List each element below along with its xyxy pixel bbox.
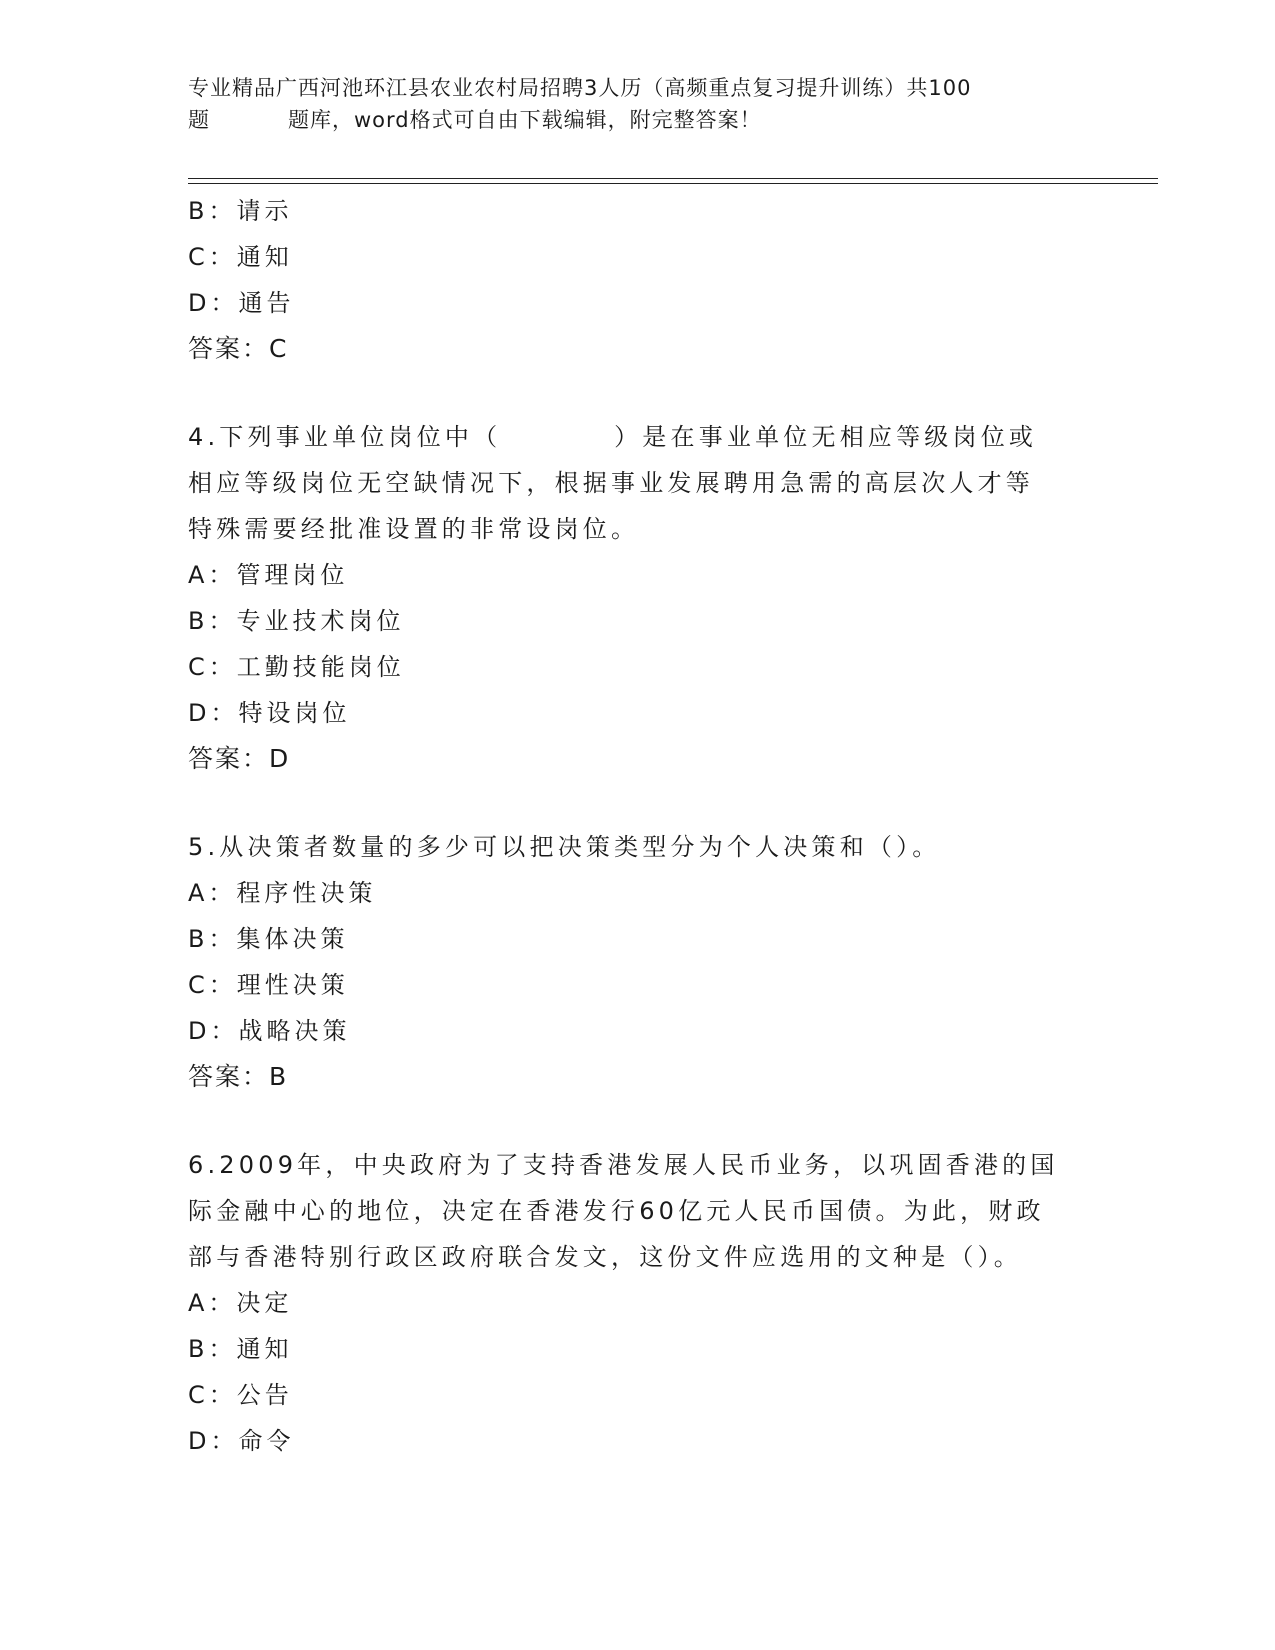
question-text [188,1142,1088,1280]
header-title-line-1: 专业精品广西河池环江县农业农村局招聘3人历（高频重点复习提升训练）共100 [188,76,972,100]
document-header [188,72,1088,136]
question-4 [188,414,1088,782]
question-text-line: 4.下列事业单位岗位中（ ）是在事业单位无相应等级岗位或 [188,423,1038,451]
option-b: B：通知 [188,1335,293,1363]
question-content [188,188,1088,1464]
option-c: C：通知 [188,243,293,271]
option-d: D：通告 [188,289,295,317]
option-b: B：集体决策 [188,925,349,953]
option-d: D：特设岗位 [188,699,351,727]
header-title-line-2-lead: 题 [188,108,210,132]
header-divider-bottom [188,183,1158,184]
answer: 答案：C [188,334,289,363]
option-b: B：专业技术岗位 [188,607,405,635]
option-a: A：决定 [188,1289,293,1317]
option-c: C：公告 [188,1381,293,1409]
question-6 [188,1142,1088,1464]
question-text [188,414,1088,552]
question-text-line: 5.从决策者数量的多少可以把决策类型分为个人决策和（）。 [188,833,941,861]
question-5 [188,824,1088,1100]
header-divider-top [188,178,1158,179]
header-title-line-2 [188,104,1088,136]
question-text-line: 际金融中心的地位，决定在香港发行60亿元人民币国债。为此，财政 [188,1197,1045,1225]
option-a: A：管理岗位 [188,561,349,589]
header-title-line-2-rest: 题库，word格式可自由下载编辑，附完整答案！ [288,108,762,132]
option-c: C：工勤技能岗位 [188,653,405,681]
question-text-line: 部与香港特别行政区政府联合发文，这份文件应选用的文种是（）。 [188,1243,1022,1271]
question-text [188,824,1088,870]
option-d: D：战略决策 [188,1017,351,1045]
answer: 答案：B [188,1062,289,1091]
question-3-tail [188,188,1088,372]
option-c: C：理性决策 [188,971,349,999]
option-a: A：程序性决策 [188,879,377,907]
answer: 答案：D [188,744,291,773]
question-text-line: 特殊需要经批准设置的非常设岗位。 [188,515,640,543]
question-text-line: 相应等级岗位无空缺情况下，根据事业发展聘用急需的高层次人才等 [188,469,1034,497]
option-b: B：请示 [188,197,293,225]
question-text-line: 6.2009年，中央政府为了支持香港发展人民币业务，以巩固香港的国 [188,1151,1059,1179]
option-d: D：命令 [188,1427,295,1455]
